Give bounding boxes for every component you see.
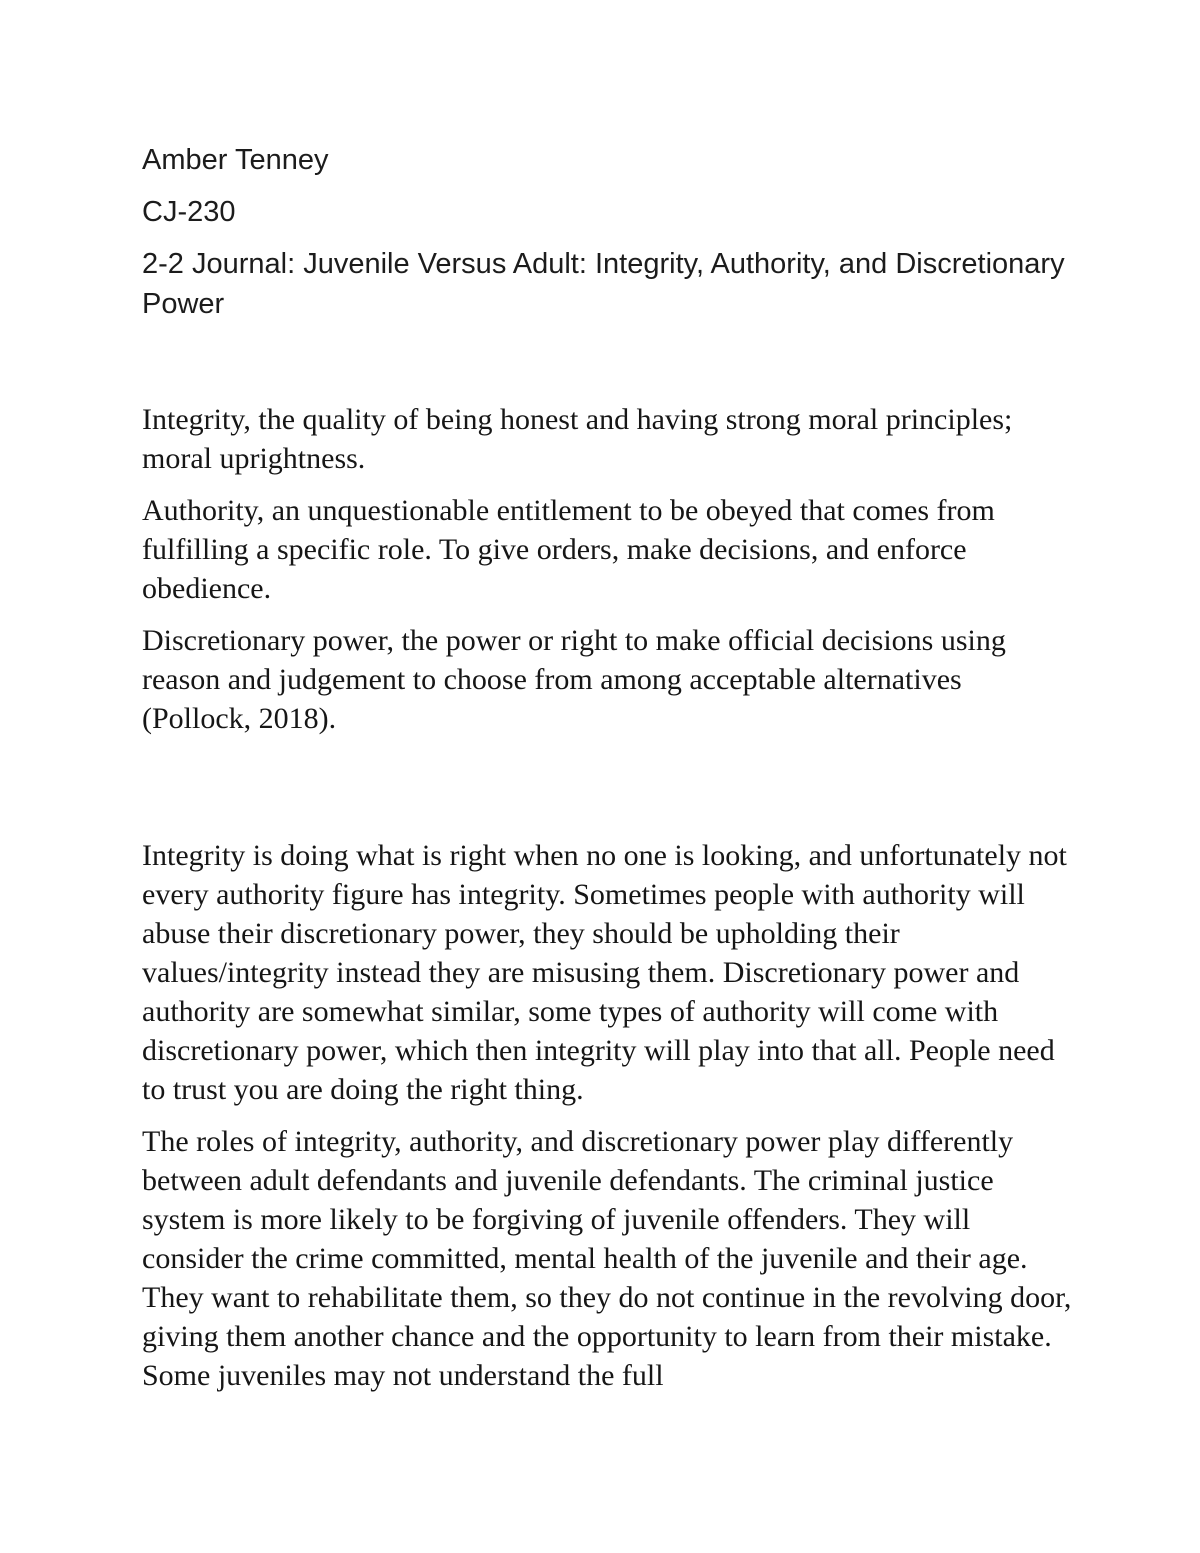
document-content [142, 140, 1072, 1408]
spacer [142, 751, 1072, 836]
course-code: CJ-230 [142, 196, 236, 228]
definition-authority: Authority, an unquestionable entitlement to be obeyed that comes from fulfilling a specific role. To give orders, make decisions, and enforce obedience. [142, 494, 995, 605]
assignment-title: 2-2 Journal: Juvenile Versus Adult: Integrity, Authority, and Discretionary Power [142, 248, 1065, 320]
spacer [142, 324, 1072, 400]
author-name: Amber Tenney [142, 144, 329, 176]
definition-discretionary-power: Discretionary power, the power or right to make official decisions using reason and judgement to choose from among acceptable alternatives (Pollock, 2018). [142, 624, 1006, 735]
body-paragraph: Integrity is doing what is right when no one is looking, and unfortunately not every authority figure has integrity. Sometimes people with authority will abuse their discretionary power, they should be upholding their values/integrity instead they are misusing them. Discretionary power and authority are somewhat similar, some types of authority will come with discretionary power, which then integrity will play into that all. People need to trust you are doing the right thing. [142, 839, 1067, 1106]
body-paragraph: The roles of integrity, authority, and discretionary power play differently between adult defendants and juvenile defendants. The criminal justice system is more likely to be forgiving of juvenile offenders. They will consider the crime committed, mental health of the juvenile and their age. They want to rehabilitate them, so they do not continue in the revolving door, giving them another chance and the opportunity to learn from their mistake. Some juveniles may not understand the full [142, 1125, 1072, 1392]
definition-integrity: Integrity, the quality of being honest and having strong moral principles; moral uprightness. [142, 403, 1013, 475]
